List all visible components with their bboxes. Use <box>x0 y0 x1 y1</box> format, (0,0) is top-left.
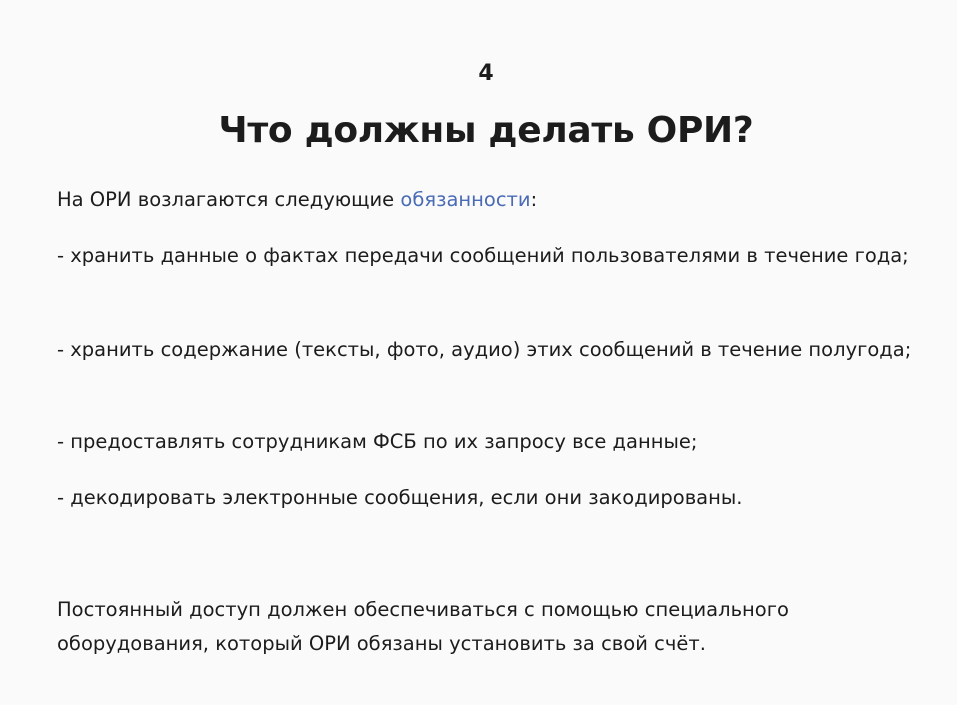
section-title: Что должны делать ОРИ? <box>218 110 754 151</box>
intro-colon: : <box>530 188 538 211</box>
outro-paragraph: Постоянный доступ должен обеспечиваться с помощью специального оборудования, который ОРИ обязаны установить за свой счёт. <box>57 598 789 655</box>
list-item: - декодировать электронные сообщения, если они закодированы. <box>57 486 743 509</box>
intro-paragraph <box>57 183 937 217</box>
section-number: 4 <box>478 61 494 86</box>
list-item: - предоставлять сотрудникам ФСБ по их запросу все данные; <box>57 430 698 453</box>
list-item: - хранить содержание (тексты, фото, аудио) этих сообщений в течение полугода; <box>57 338 912 361</box>
duties-link[interactable]: обязанности <box>400 188 531 211</box>
intro-text: На ОРИ возлагаются следующие <box>57 188 401 211</box>
list-item: - хранить данные о фактах передачи сообщений пользователями в течение года; <box>57 244 909 267</box>
